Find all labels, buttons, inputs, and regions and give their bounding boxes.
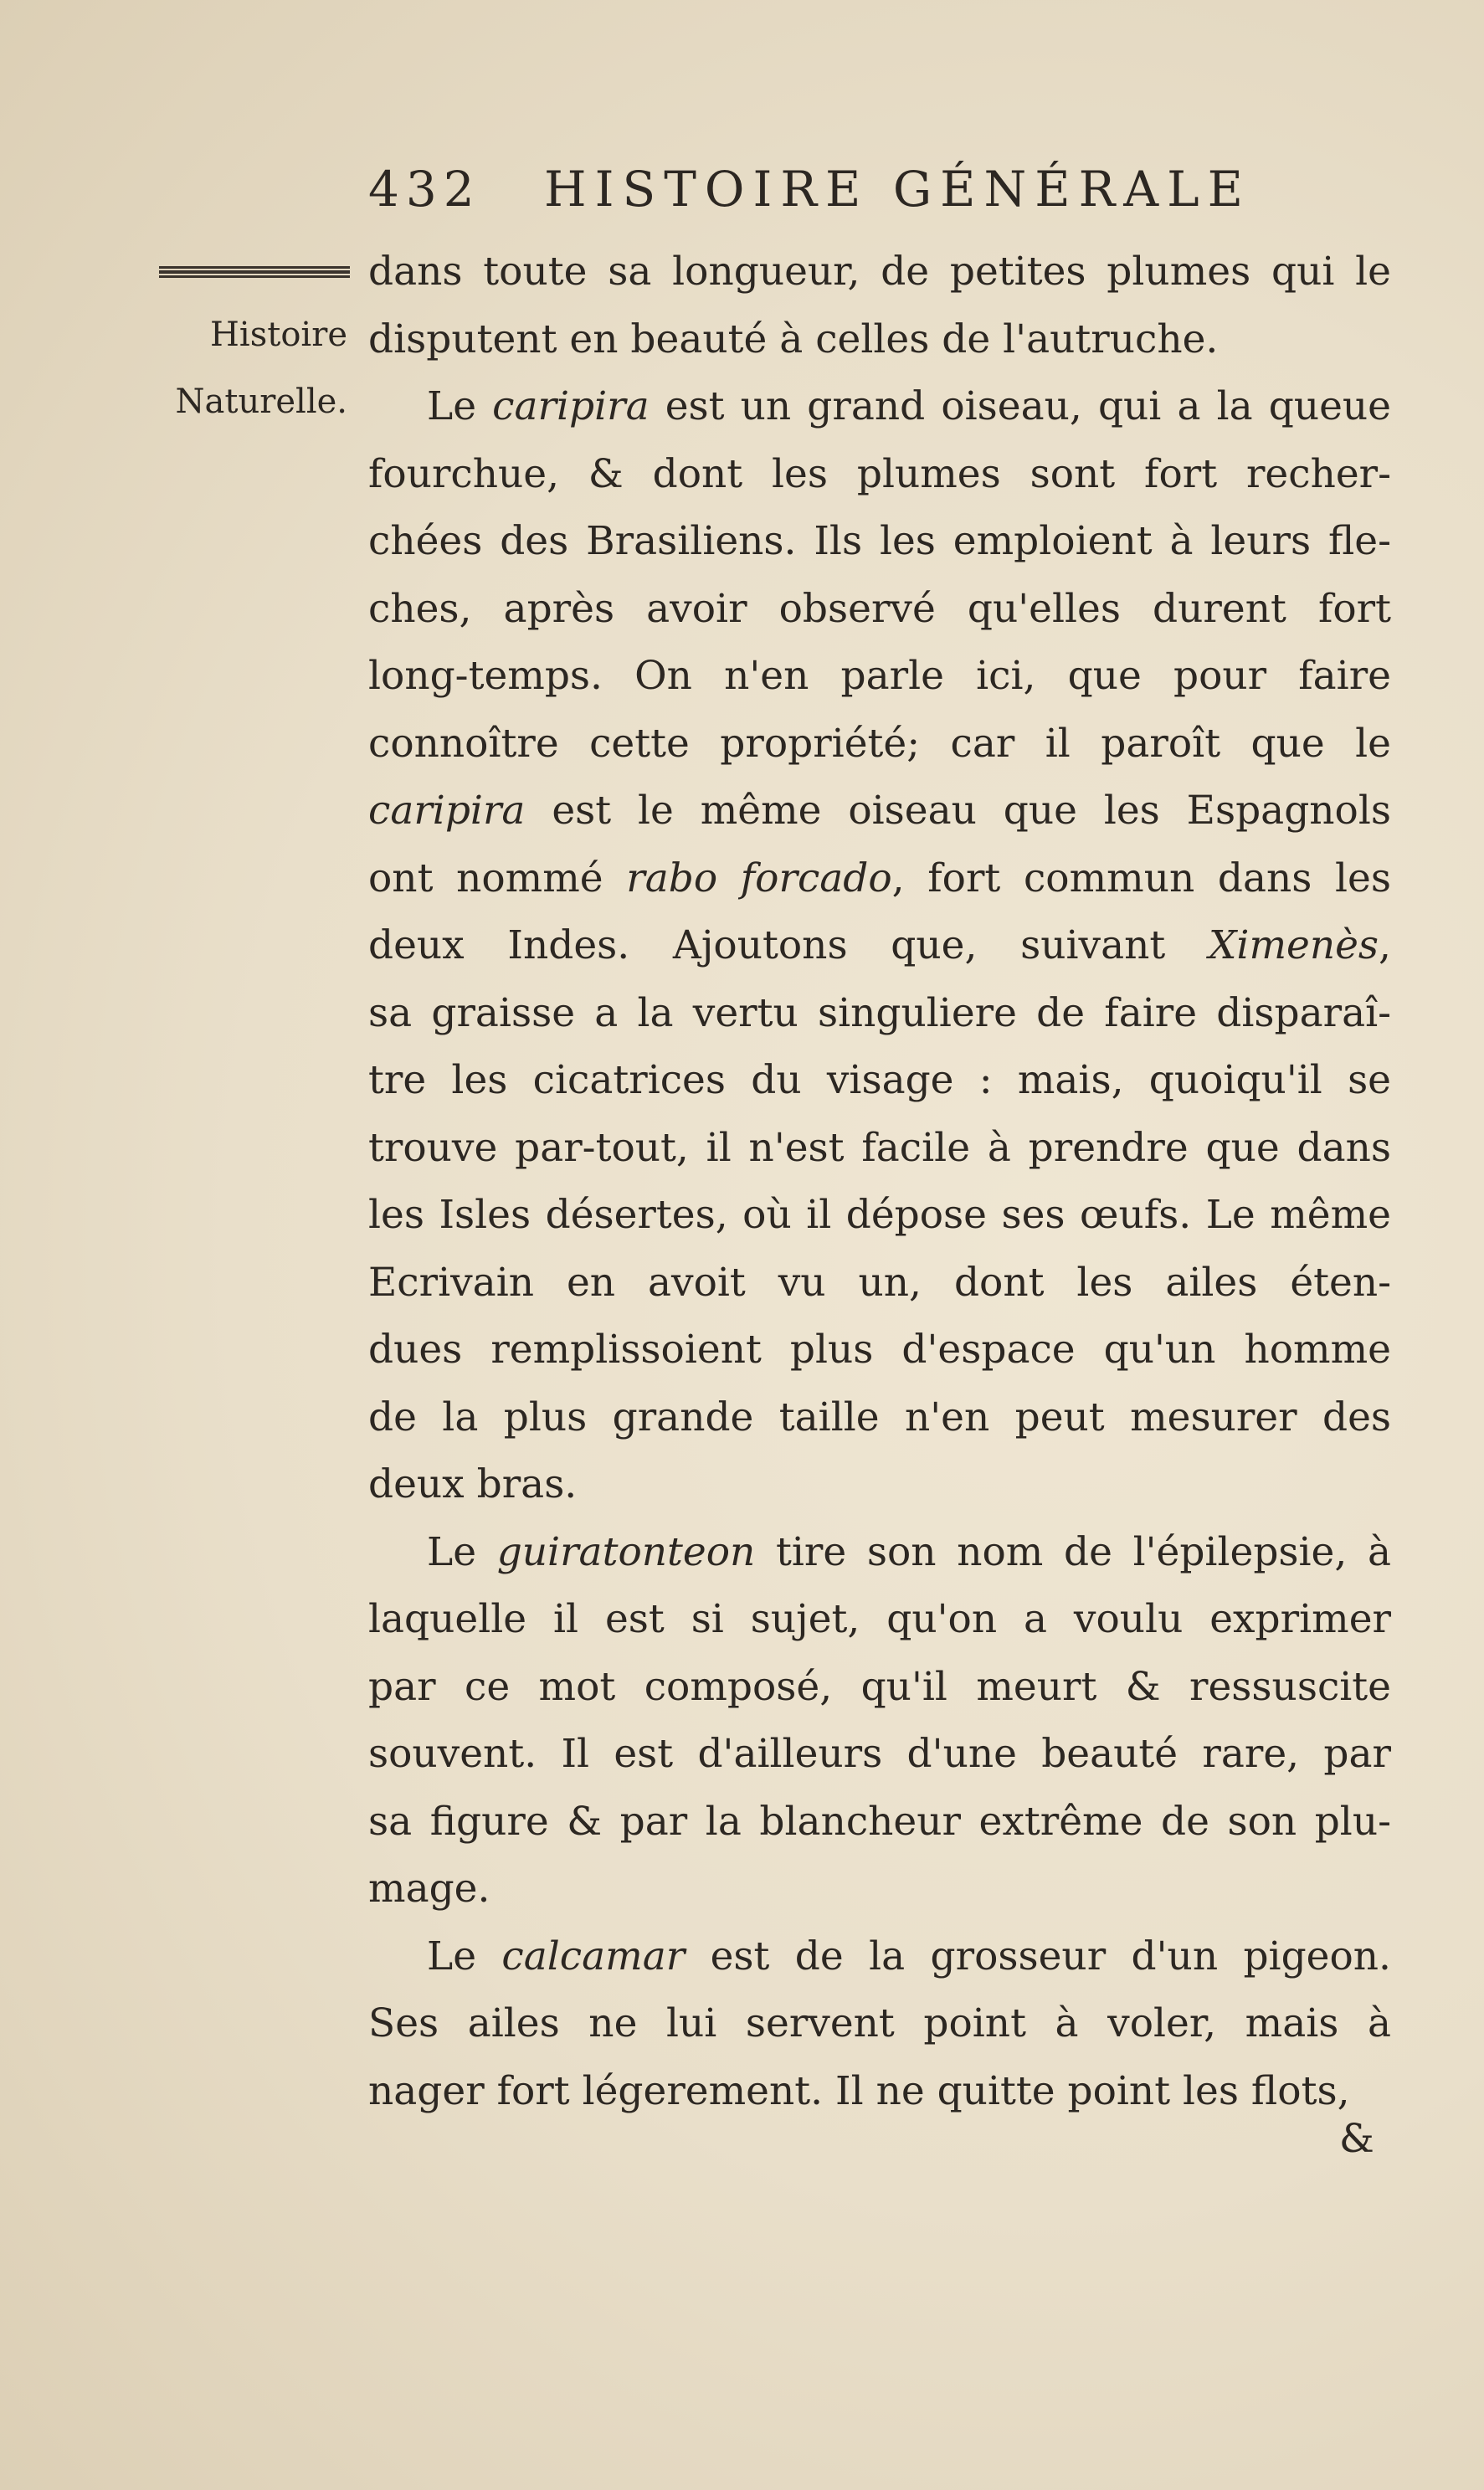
italic-term: caripira (492, 383, 650, 429)
text-line (368, 1519, 1391, 1587)
text-line: de la plus grande taille n'en peut mesurer des (368, 1394, 1391, 1440)
text-segment: est de la grosseur d'un pigeon. (685, 1933, 1391, 1979)
text-line: long-temps. On n'en parle ici, que pour faire (368, 653, 1391, 699)
text-line: tre les cicatrices du visage : mais, quoiqu'il se (368, 1057, 1391, 1103)
paragraph (368, 1519, 1391, 1923)
text-line: par ce mot composé, qu'il meurt & ressuscite (368, 1663, 1391, 1710)
text-line: Ses ailes ne lui servent point à voler, mais à (368, 2000, 1391, 2046)
margin-note (146, 301, 347, 435)
text-segment: est un grand oiseau, qui a la queue (649, 383, 1391, 429)
text-segment: ont nommé (368, 855, 627, 901)
text-line: deux bras. (368, 1461, 578, 1507)
page-number: 432 (368, 161, 481, 218)
text-line: dues remplissoient plus d'espace qu'un homme (368, 1327, 1391, 1373)
paragraph (368, 239, 1391, 373)
text-line: trouve par-tout, il n'est facile à prendre que dans (368, 1124, 1391, 1171)
paragraph (368, 1923, 1391, 2126)
italic-term: guiratonteon (496, 1528, 756, 1575)
margin-ornament-rule (159, 266, 350, 278)
text-line: fourchue, & dont les plumes sont fort recher- (368, 450, 1391, 497)
italic-term: caripira (368, 788, 526, 834)
text-segment: Le (427, 1933, 502, 1979)
margin-note-line: Naturelle. (175, 382, 347, 421)
body-text (368, 239, 1391, 2125)
text-segment: , fort commun dans les (891, 855, 1391, 901)
text-line: mage. (368, 1866, 490, 1912)
text-segment: est le même oiseau que les Espagnols (525, 788, 1391, 834)
text-line (368, 778, 1391, 845)
text-segment: , (1379, 922, 1391, 968)
text-segment: deux Indes. Ajoutons que, suivant (368, 922, 1209, 968)
text-line: disputent en beauté à celles de l'autruche. (368, 316, 1219, 362)
text-line: nager fort légerement. Il ne quitte point les flots, (368, 2067, 1350, 2114)
text-line: sa figure & par la blancheur extrême de son plu- (368, 1798, 1391, 1845)
text-line: Ecrivain en avoit vu un, dont les ailes éten- (368, 1259, 1391, 1306)
text-line: chées des Brasiliens. Ils les emploient à leurs fle- (368, 518, 1391, 564)
text-segment: Le (427, 383, 493, 429)
text-segment: tire son nom de l'épilepsie, à (755, 1528, 1391, 1575)
text-line: connoître cette propriété; car il paroît que le (368, 720, 1391, 767)
italic-term: rabo forcado (626, 855, 892, 901)
text-line (368, 912, 1391, 980)
text-line (368, 373, 1391, 441)
text-line: sa graisse a la vertu singuliere de faire disparaî- (368, 989, 1391, 1036)
running-title: HISTOIRE GÉNÉRALE (544, 161, 1251, 218)
italic-term: calcamar (501, 1933, 686, 1979)
text-line: les Isles désertes, où il dépose ses œufs. Le même (368, 1192, 1391, 1238)
text-line: laquelle il est si sujet, qu'on a voulu exprimer (368, 1596, 1391, 1642)
text-line (368, 1923, 1391, 1991)
italic-term: Ximenès (1208, 922, 1379, 968)
text-segment: Le (427, 1528, 497, 1575)
catchword: & (1339, 2116, 1374, 2162)
page-header (368, 161, 1356, 228)
text-line: dans toute sa longueur, de petites plumes qui le (368, 249, 1391, 295)
text-line: souvent. Il est d'ailleurs d'une beauté rare, par (368, 1731, 1391, 1777)
margin-note-line: Histoire (210, 316, 347, 354)
paragraph (368, 373, 1391, 1519)
text-line: ches, après avoir observé qu'elles durent fort (368, 585, 1391, 632)
text-line (368, 845, 1391, 913)
